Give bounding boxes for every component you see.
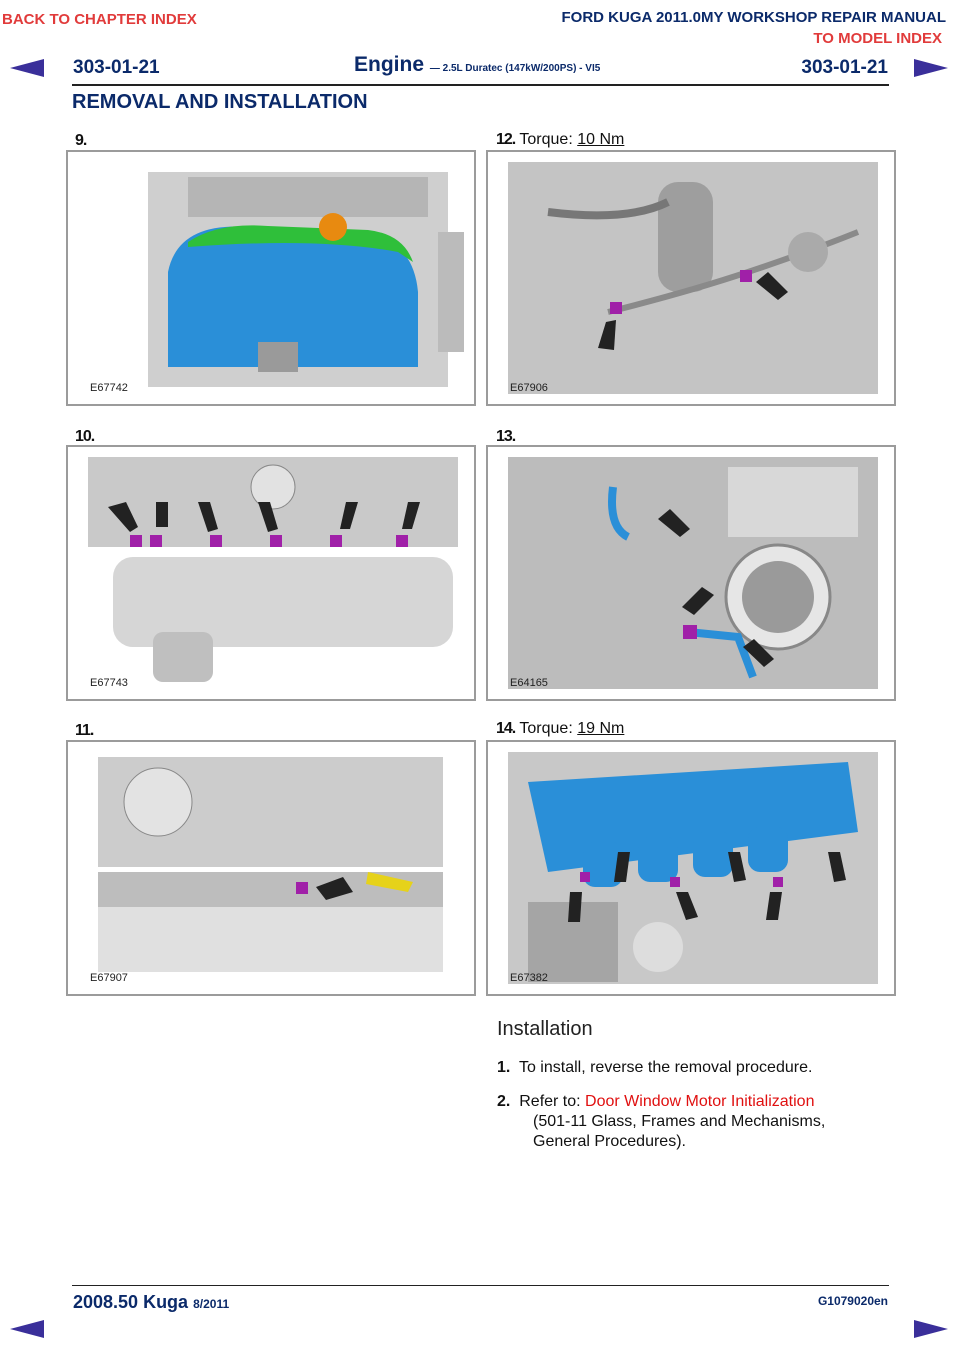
step-9-number: 9. xyxy=(75,132,87,149)
step-11-number: 11. xyxy=(75,722,94,739)
figure-code: E67907 xyxy=(90,972,128,984)
installation-item-1: 1. To install, reverse the removal procedure. xyxy=(497,1059,813,1076)
footer-code: G1079020en xyxy=(817,1294,888,1308)
engine-title: Engine — 2.5L Duratec (147kW/200PS) - VI5 xyxy=(354,53,601,76)
engine-subtitle: — 2.5L Duratec (147kW/200PS) - VI5 xyxy=(429,63,601,74)
arrow-right-icon[interactable] xyxy=(914,59,948,77)
step-10-number: 10. xyxy=(75,428,95,445)
figure-code: E64165 xyxy=(510,677,548,689)
footer-rule xyxy=(72,1285,889,1286)
intake-manifold-installed-illustration xyxy=(488,742,894,994)
installation-item-2: 2. Refer to: Door Window Motor Initialization (501-11 Glass, Frames and Mechanisms, General Procedures). xyxy=(497,1092,877,1152)
throttle-body-illustration xyxy=(488,447,894,699)
engine-timing-cover-illustration xyxy=(68,152,474,404)
installation-heading: Installation xyxy=(497,1018,593,1040)
engine-block-pipe-illustration xyxy=(488,152,894,404)
step-12-heading: 12. Torque: 10 Nm xyxy=(496,131,625,148)
figure-code: E67742 xyxy=(90,382,128,394)
figure-code: E67906 xyxy=(510,382,548,394)
header-rule xyxy=(72,84,889,86)
arrow-left-icon[interactable] xyxy=(10,59,44,77)
back-to-chapter-index-link[interactable]: BACK TO CHAPTER INDEX xyxy=(2,11,197,28)
arrow-right-icon[interactable] xyxy=(914,1320,948,1338)
figure-step-10 xyxy=(66,445,476,701)
installation-item-2-reference: (501-11 Glass, Frames and Mechanisms, General Procedures). xyxy=(533,1113,826,1150)
footer-date: 8/2011 xyxy=(193,1297,230,1311)
arrow-left-icon[interactable] xyxy=(10,1320,44,1338)
figure-code: E67382 xyxy=(510,972,548,984)
cylinder-head-illustration xyxy=(68,742,474,994)
page-number-left: 303-01-21 xyxy=(73,57,160,78)
figure-step-12 xyxy=(486,150,896,406)
intake-manifold-illustration xyxy=(68,447,474,699)
manual-title: FORD KUGA 2011.0MY WORKSHOP REPAIR MANUAL xyxy=(561,9,946,26)
door-window-motor-initialization-link[interactable]: Door Window Motor Initialization xyxy=(585,1093,815,1110)
figure-step-11 xyxy=(66,740,476,996)
section-title: REMOVAL AND INSTALLATION xyxy=(72,91,368,113)
footer-model: 2008.50 Kuga 8/2011 xyxy=(73,1292,230,1312)
figure-step-13 xyxy=(486,445,896,701)
page-number-right: 303-01-21 xyxy=(801,57,888,78)
to-model-index-link[interactable]: TO MODEL INDEX xyxy=(813,30,942,47)
step-13-number: 13. xyxy=(496,428,516,445)
step-14-heading: 14. Torque: 19 Nm xyxy=(496,720,625,737)
figure-code: E67743 xyxy=(90,677,128,689)
figure-step-9 xyxy=(66,150,476,406)
figure-step-14 xyxy=(486,740,896,996)
